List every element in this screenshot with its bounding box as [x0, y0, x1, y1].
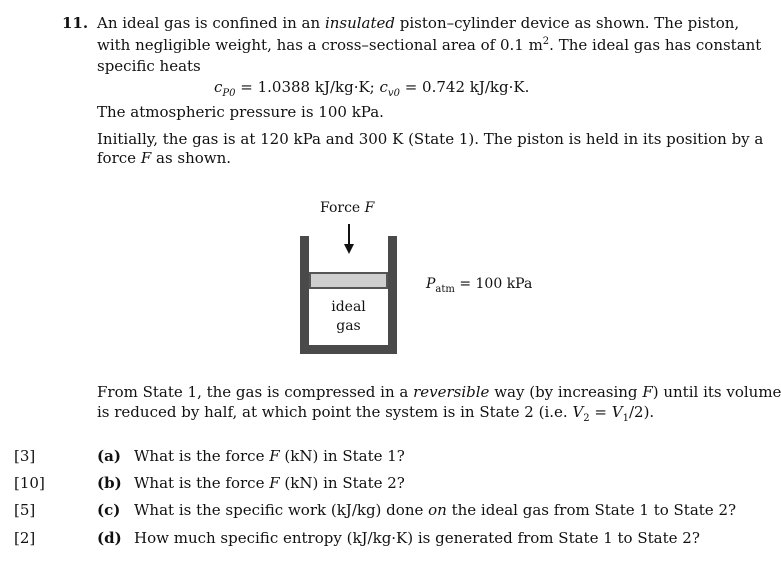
- cylinder-right-wall: [388, 236, 397, 354]
- part-d-marks: [2]: [14, 529, 36, 547]
- initial-state-line-2: force F as shown.: [97, 149, 232, 167]
- part-a-marks: [3]: [14, 447, 36, 465]
- part-b-label: (b): [97, 474, 122, 492]
- specific-heats-equation: $c_{P0} = 1.0388$ kJ/kg·K; $c_{v0} = 0.742$ kJ/kg·K.: [214, 78, 530, 99]
- gas-label-1: ideal: [331, 299, 366, 315]
- atmospheric-pressure-label: $P_{atm} = 100$ kPa: [426, 276, 533, 295]
- force-arrow-icon: [344, 244, 354, 254]
- cylinder-bottom-wall: [300, 345, 397, 354]
- part-d-text: How much specific entropy (kJ/kg·K) is generated from State 1 to State 2?: [134, 529, 700, 547]
- part-c-marks: [5]: [14, 501, 36, 519]
- gas-label-2: gas: [336, 318, 361, 334]
- part-b-text: What is the force F (kN) in State 2?: [134, 474, 405, 492]
- atmospheric-pressure-line: The atmospheric pressure is 100 kPa.: [97, 103, 384, 121]
- part-a-text: What is the force F (kN) in State 1?: [134, 447, 405, 465]
- part-c-text: What is the specific work (kJ/kg) done on the ideal gas from State 1 to State 2?: [134, 501, 737, 519]
- part-d-label: (d): [97, 529, 122, 547]
- force-arrow-shaft: [348, 224, 350, 244]
- cylinder-left-wall: [300, 236, 309, 354]
- part-a-label: (a): [97, 447, 121, 465]
- piston: [309, 272, 388, 289]
- intro-line-1: An ideal gas is confined in an insulated piston–cylinder device as shown. The piston,: [97, 14, 740, 32]
- process-line-2: is reduced by half, at which point the system is in State 2 (i.e. $V_2 = V_1/2$).: [97, 403, 655, 424]
- force-label: Force F: [320, 200, 375, 216]
- process-line-1: From State 1, the gas is compressed in a reversible way (by increasing F) until its volume: [97, 383, 781, 401]
- question-number: 11.: [62, 14, 89, 32]
- intro-line-3: specific heats: [97, 57, 201, 75]
- part-c-label: (c): [97, 501, 121, 519]
- part-b-marks: [10]: [14, 474, 45, 492]
- intro-line-2: with negligible weight, has a cross–sectional area of 0.1 $m^2$. The ideal gas has constant: [97, 36, 762, 54]
- initial-state-line-1: Initially, the gas is at 120 kPa and 300 K (State 1). The piston is held in its position by a: [97, 130, 764, 148]
